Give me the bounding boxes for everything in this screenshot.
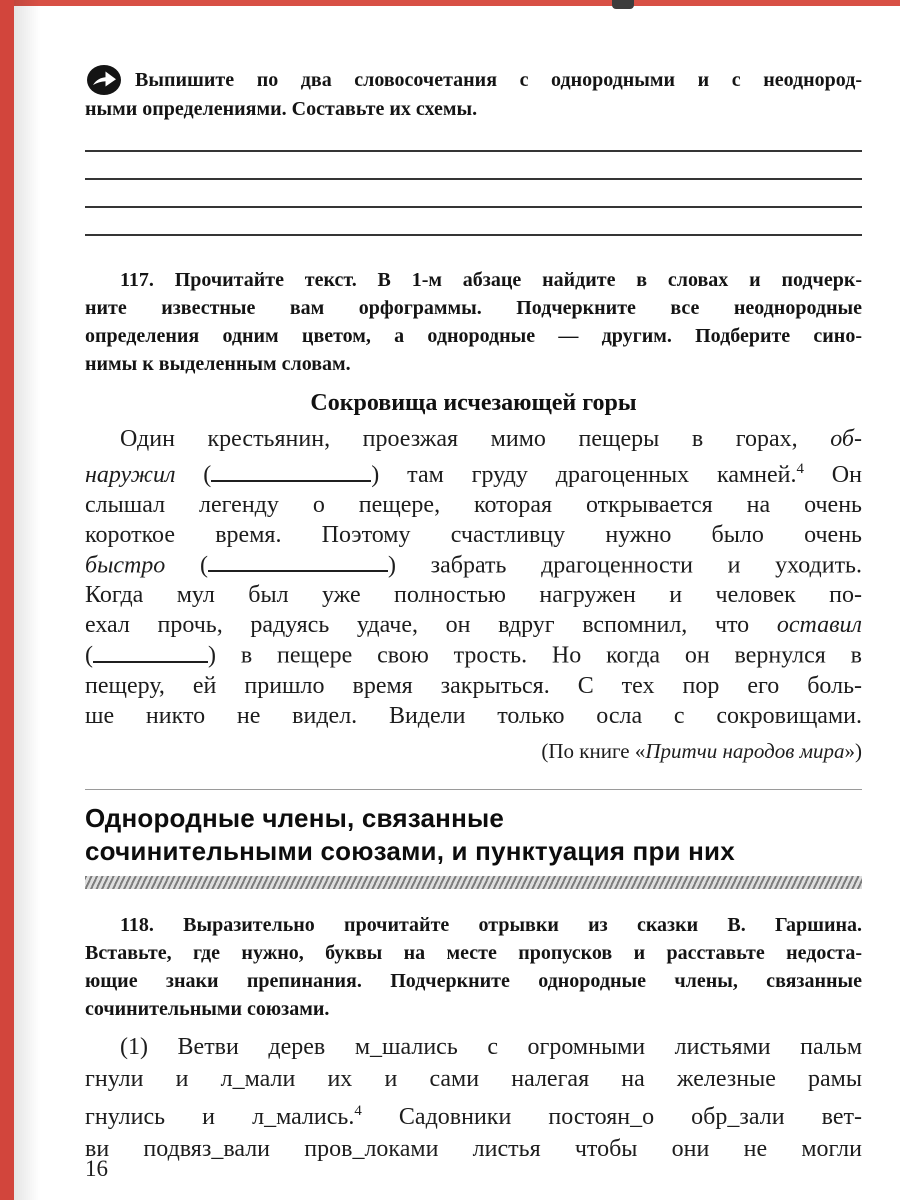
answer-line [85, 152, 862, 180]
text-line [85, 322, 862, 350]
section-separator-line [85, 789, 862, 790]
answer-lines [85, 124, 862, 236]
text-line [85, 490, 862, 520]
text-line [85, 1063, 862, 1095]
text-line [85, 737, 862, 765]
text-line [85, 580, 862, 610]
text-line [85, 1133, 862, 1165]
fill-in-blank [208, 550, 388, 572]
text-segment: наружил [85, 462, 176, 488]
text-segment: Один крестьянин, проезжая мимо пещеры в горах, [120, 426, 831, 452]
text-segment: 117. Прочитайте текст. В 1-м абзаце найдите в словах и подчерк- [120, 269, 862, 291]
text-line [85, 266, 862, 294]
text-line [85, 1031, 862, 1063]
text-segment: ющие знаки препинания. Подчеркните однородные члены, связанные [85, 969, 862, 992]
exercise-118-instructions [85, 911, 862, 1023]
footnote-marker: 4 [796, 461, 804, 477]
text-segment: ви подвяз_вали пров_локами листья чтобы они не могли [85, 1135, 862, 1162]
text-line [85, 671, 862, 701]
text-line [85, 610, 862, 640]
text-line [85, 294, 862, 322]
fill-in-blank [211, 460, 371, 482]
exercise-118-text [85, 1031, 862, 1165]
answer-line [85, 180, 862, 208]
text-segment: об- [830, 426, 862, 452]
story-title: Сокровища исчезающей горы [310, 390, 637, 416]
text-segment: быстро [85, 552, 166, 579]
section-heading-line2: сочинительными союзами, и пунктуация при них [85, 835, 735, 866]
fill-in-blank [93, 640, 208, 662]
text-segment: (1) Ветви дерев м_шались с огромными листьями пальм [120, 1033, 862, 1060]
answer-line [85, 124, 862, 152]
text-segment: слышал легенду о пещере, которая открывается на очень [85, 492, 862, 518]
text-segment: ) там груду драгоценных камней. [371, 462, 797, 488]
intro-task [85, 66, 862, 124]
text-segment: гнулись и л_мались. [85, 1103, 355, 1130]
text-line [85, 520, 862, 550]
text-segment: ( [85, 642, 93, 669]
footnote-marker: 4 [354, 1102, 362, 1119]
text-line [85, 640, 862, 670]
text-segment: ( [175, 462, 212, 488]
heading-hatch-bar [85, 876, 862, 889]
text-line [85, 911, 862, 939]
story-body-text [85, 424, 862, 731]
text-segment: сочинительными союзами. [85, 997, 330, 1020]
text-segment: пещеру, ей пришло время закрыться. С тех пор его боль- [85, 672, 862, 699]
book-cover-edge-top [0, 0, 900, 6]
text-line [85, 424, 862, 454]
text-line [85, 66, 862, 95]
photo-artifact [612, 0, 634, 9]
text-segment: гнули и л_мали их и сами налегая на железные рамы [85, 1065, 862, 1092]
text-segment: ехал прочь, радуясь удаче, он вдруг вспомнил, что [85, 612, 777, 639]
page-number: 16 [85, 1156, 108, 1181]
section-heading-line1: Однородные члены, связанные [85, 802, 505, 833]
answer-line [85, 208, 862, 236]
text-line [85, 1095, 862, 1133]
text-line [85, 995, 862, 1023]
text-line [85, 967, 862, 995]
text-segment: короткое время. Поэтому счастливцу нужно было очень [85, 522, 862, 548]
exercise-117-instructions [85, 266, 862, 378]
text-segment: ше никто не видел. Видели только осла с сокровищами. [85, 702, 862, 729]
text-segment: Когда мул был уже полностью нагружен и человек по- [85, 582, 862, 609]
text-segment: нимы к выделенным словам. [85, 353, 351, 375]
intro-task-text [85, 66, 862, 124]
text-line [85, 701, 862, 731]
write-task-icon [85, 66, 123, 92]
text-line [85, 939, 862, 967]
text-line [85, 95, 862, 124]
page-curl-shadow [14, 0, 40, 1200]
text-segment: 118. Выразительно прочитайте отрывки из сказки В. Гаршина. [120, 913, 862, 936]
text-segment: Садовники постоян_о обр_зали вет- [361, 1103, 862, 1130]
text-segment: оставил [776, 612, 862, 639]
text-segment: ( [165, 552, 208, 579]
text-segment: ните известные вам орфограммы. Подчеркните все неоднородные [85, 297, 862, 319]
text-segment: ) в пещере свою трость. Но когда он вернулся в [208, 642, 862, 669]
page-content [85, 66, 862, 1165]
text-segment: Он [803, 462, 862, 488]
source-attribution [85, 737, 862, 765]
text-line [85, 550, 862, 580]
text-segment: (По книге « [541, 738, 646, 763]
text-segment: ») [844, 738, 862, 763]
book-cover-edge-left [0, 0, 14, 1200]
text-line [85, 350, 862, 378]
text-line [85, 454, 862, 490]
text-segment: ) забрать драгоценности и уходить. [387, 552, 862, 579]
text-segment: Притчи народов мира [645, 738, 845, 763]
text-segment: ными определениями. Составьте их схемы. [85, 98, 478, 120]
text-segment: определения одним цветом, а однородные — другим. Подберите сино- [85, 325, 862, 347]
text-segment: Вставьте, где нужно, буквы на месте пропусков и расставьте недоста- [85, 941, 862, 964]
text-segment: Выпишите по два словосочетания с однородными и с неоднород- [135, 69, 862, 91]
section-heading [85, 802, 862, 868]
